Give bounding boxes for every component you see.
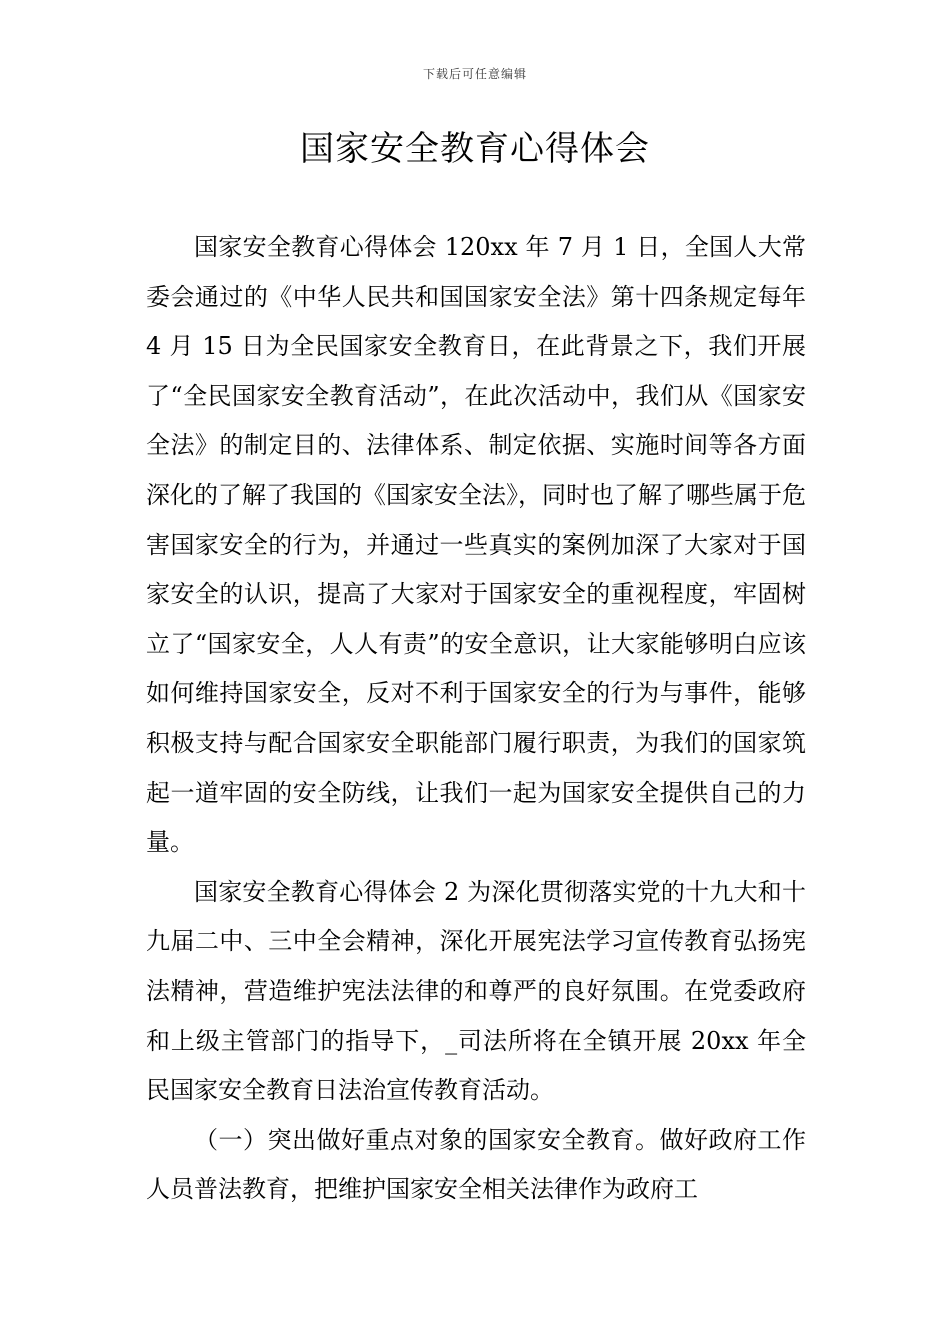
paragraph-1: 国家安全教育心得体会 120xx 年 7 月 1 日，全国人大常委会通过的《中华人民共和国国家安全法》第十四条规定每年 4 月 15 日为全民国家安全教育日，在此背景之下，我们开展了“全民国家安全教育活动”，在此次活动中，我们从《国家安全法》的制定目的、法律体系、制定依据、实施时间等各方面深化的了解了我国的《国家安全法》，同时也了解了哪些属于危害国家安全的行为，并通过一些真实的案例加深了大家对于国家安全的认识，提高了大家对于国家安全的重视程度，牢固树立了“国家安全，人人有责”的安全意识，让大家能够明白应该如何维持国家安全，反对不利于国家安全的行为与事件，能够积极支持与配合国家安全职能部门履行职责，为我们的国家筑起一道牢固的安全防线，让我们一起为国家安全提供自己的力量。 xyxy=(146,233,806,857)
paragraph-3: （一）突出做好重点对象的国家安全教育。做好政府工作人员普法教育，把维护国家安全相关法律作为政府工 xyxy=(146,1125,806,1204)
document-title: 国家安全教育心得体会 xyxy=(300,129,650,169)
document-body xyxy=(146,223,806,1215)
header-note: 下载后可任意编辑 xyxy=(422,67,527,81)
paragraph-2: 国家安全教育心得体会 2 为深化贯彻落实党的十九大和十九届二中、三中全会精神，深化开展宪法学习宣传教育弘扬宪法精神，营造维护宪法法律的和尊严的良好氛围。在党委政府和上级主管部门的指导下，_司法所将在全镇开展 20xx 年全民国家安全教育日法治宣传教育活动。 xyxy=(146,877,806,1105)
